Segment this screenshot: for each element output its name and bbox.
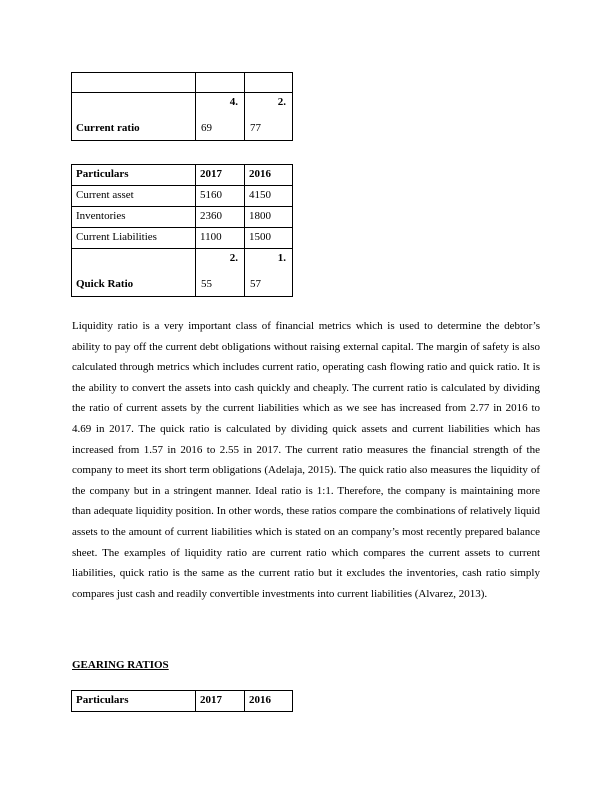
gearing-table — [71, 690, 293, 712]
quick-ratio-2016-top: 1. — [277, 252, 286, 264]
current-ratio-2017 — [196, 93, 245, 141]
row-label: Current Liabilities — [72, 228, 196, 249]
current-ratio-label: Current ratio — [72, 93, 196, 141]
header-2016: 2016 — [245, 165, 293, 186]
row-value-2017: 2360 — [196, 207, 245, 228]
table-row — [72, 73, 293, 93]
table-cell — [196, 73, 245, 93]
row-value-2017: 1100 — [196, 228, 245, 249]
current-ratio-2017-top: 4. — [229, 96, 238, 108]
current-ratio-2017-bottom: 69 — [201, 122, 212, 134]
current-ratio-table — [71, 72, 293, 141]
row-label: Inventories — [72, 207, 196, 228]
header-2016: 2016 — [245, 691, 293, 712]
header-2017: 2017 — [196, 165, 245, 186]
table-row — [72, 249, 293, 297]
table-header-row — [72, 165, 293, 186]
quick-ratio-label: Quick Ratio — [72, 249, 196, 297]
gearing-ratios-heading: GEARING RATIOS — [72, 659, 169, 671]
current-ratio-2016 — [245, 93, 293, 141]
table-row — [72, 186, 293, 207]
table-cell — [72, 73, 196, 93]
table-row — [72, 228, 293, 249]
liquidity-paragraph: Liquidity ratio is a very important class of financial metrics which is used to determine the debtor’s ability to pay off the current debt obligations without raising external capital. The margin of safety is also calculated through metrics which includes current ratio, operating cash flowing ratio and quick ratio. It is the ability to convert the assets into cash quickly and cheaply. The current ratio is calculated by dividing the ratio of current assets by the current liabilities which as we see has increased from 2.77 in 2016 to 4.69 in 2017. The quick ratio is calculated by dividing quick assets and current liabilities which has increased from 1.57 in 2016 to 2.55 in 2017. The current ratio measures the financial strength of the company to meet its short term obligations (Adelaja, 2015). The quick ratio also measures the liquidity of the company but in a stringent manner. Ideal ratio is 1:1. Therefore, the company is maintaining more than adequate liquidity position. In other words, these ratios compare the combinations of relatively liquid assets to the amount of current liabilities which is stated on an company’s most recently prepared balance sheet. The examples of liquidity ratio are current ratio which compares the current assets to current liabilities, quick ratio is the same as the current ratio but it excludes the inventories, cash ratio simply compares just cash and readily convertible investments into current liabilities (Alvarez, 2013). — [72, 320, 540, 600]
row-label: Current asset — [72, 186, 196, 207]
row-value-2016: 1800 — [245, 207, 293, 228]
table-row — [72, 207, 293, 228]
quick-ratio-table — [71, 164, 293, 297]
row-value-2016: 1500 — [245, 228, 293, 249]
current-ratio-2016-top: 2. — [277, 96, 286, 108]
quick-ratio-2017-bottom: 55 — [201, 278, 212, 290]
table-cell — [245, 73, 293, 93]
current-ratio-2016-bottom: 77 — [250, 122, 261, 134]
table-row — [72, 93, 293, 141]
quick-ratio-2017-top: 2. — [229, 252, 238, 264]
header-particulars: Particulars — [72, 165, 196, 186]
table-header-row — [72, 691, 293, 712]
row-value-2016: 4150 — [245, 186, 293, 207]
quick-ratio-2016 — [245, 249, 293, 297]
header-particulars: Particulars — [72, 691, 196, 712]
quick-ratio-2017 — [196, 249, 245, 297]
header-2017: 2017 — [196, 691, 245, 712]
row-value-2017: 5160 — [196, 186, 245, 207]
quick-ratio-2016-bottom: 57 — [250, 278, 261, 290]
